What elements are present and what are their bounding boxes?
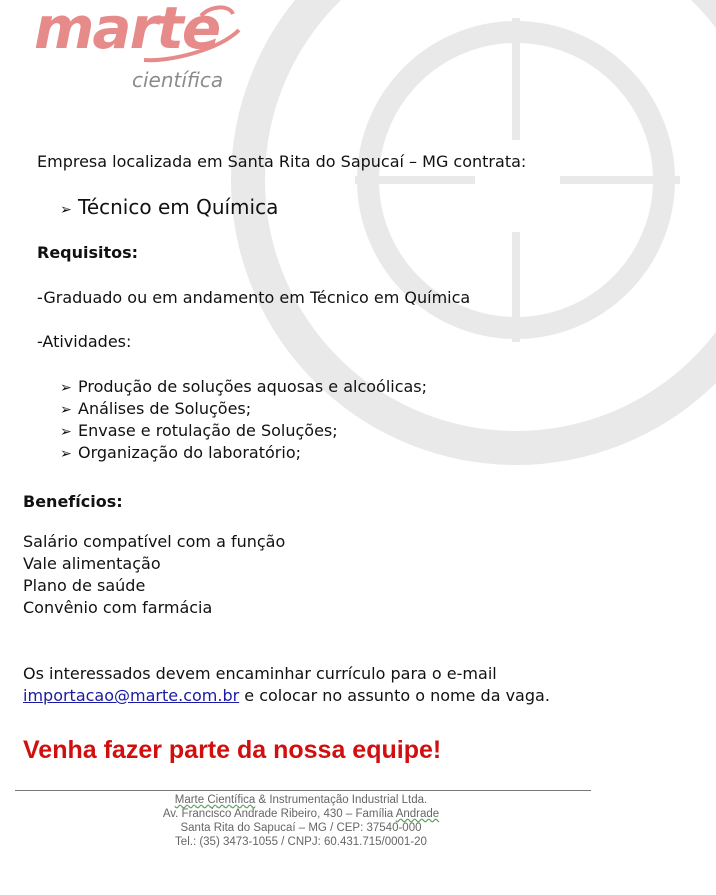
- activity-item: [60, 442, 301, 465]
- benefit-item: Plano de saúde: [23, 576, 146, 595]
- benefit-item: Salário compatível com a função: [23, 532, 286, 551]
- activity-item: [60, 376, 427, 399]
- arrow-bullet-icon: ➢: [60, 446, 72, 462]
- arrow-bullet-icon: ➢: [60, 380, 72, 396]
- arrow-bullet-icon: ➢: [60, 424, 72, 440]
- activity-text: Envase e rotulação de Soluções;: [78, 421, 338, 440]
- activity-text: Produção de soluções aquosas e alcoólicas;: [78, 377, 428, 396]
- footer-contact: Tel.: (35) 3473-1055 / CNPJ: 60.431.715/0001-20: [175, 836, 427, 848]
- apply-instructions-line2: [23, 686, 550, 706]
- call-to-action: Venha fazer parte da nossa equipe!: [23, 736, 442, 764]
- footer: [100, 793, 502, 849]
- activity-text: Organização do laboratório;: [78, 443, 301, 462]
- logo-swoosh-icon: [129, 2, 244, 72]
- activities-heading: -Atividades:: [37, 332, 132, 351]
- footer-city: Santa Rita do Sapucaí – MG / CEP: 37540-000: [180, 822, 422, 834]
- education-requirement: -Graduado ou em andamento em Técnico em Química: [37, 288, 471, 307]
- arrow-bullet-icon: ➢: [60, 402, 72, 418]
- benefit-item: Convênio com farmácia: [23, 598, 213, 617]
- apply-instructions-line1: Os interessados devem encaminhar currículo para o e-mail: [23, 664, 497, 683]
- logo-subtitle: científica: [132, 68, 224, 92]
- activity-item: [60, 398, 251, 421]
- activity-text: Análises de Soluções;: [78, 399, 252, 418]
- requirements-heading: Requisitos:: [37, 243, 139, 262]
- logo-brand: marte: [34, 0, 220, 62]
- arrow-bullet-icon: ➢: [60, 202, 72, 218]
- footer-company: Marte Científica & Instrumentação Industrial Ltda.: [174, 794, 428, 806]
- benefit-item: Vale alimentação: [23, 554, 161, 573]
- benefits-heading: Benefícios:: [23, 492, 123, 511]
- activity-item: [60, 420, 338, 443]
- footer-divider: [15, 790, 591, 791]
- intro-text: Empresa localizada em Santa Rita do Sapucaí – MG contrata:: [37, 152, 527, 171]
- footer-address: Av. Francisco Andrade Ribeiro, 430 – Família Andrade: [162, 808, 440, 820]
- company-logo: [34, 2, 244, 98]
- position-title: [60, 194, 278, 223]
- email-link[interactable]: importacao@marte.com.br: [23, 686, 240, 705]
- apply-instructions-rest: e colocar no assunto o nome da vaga.: [239, 686, 550, 705]
- position-title-text: Técnico em Química: [78, 195, 279, 219]
